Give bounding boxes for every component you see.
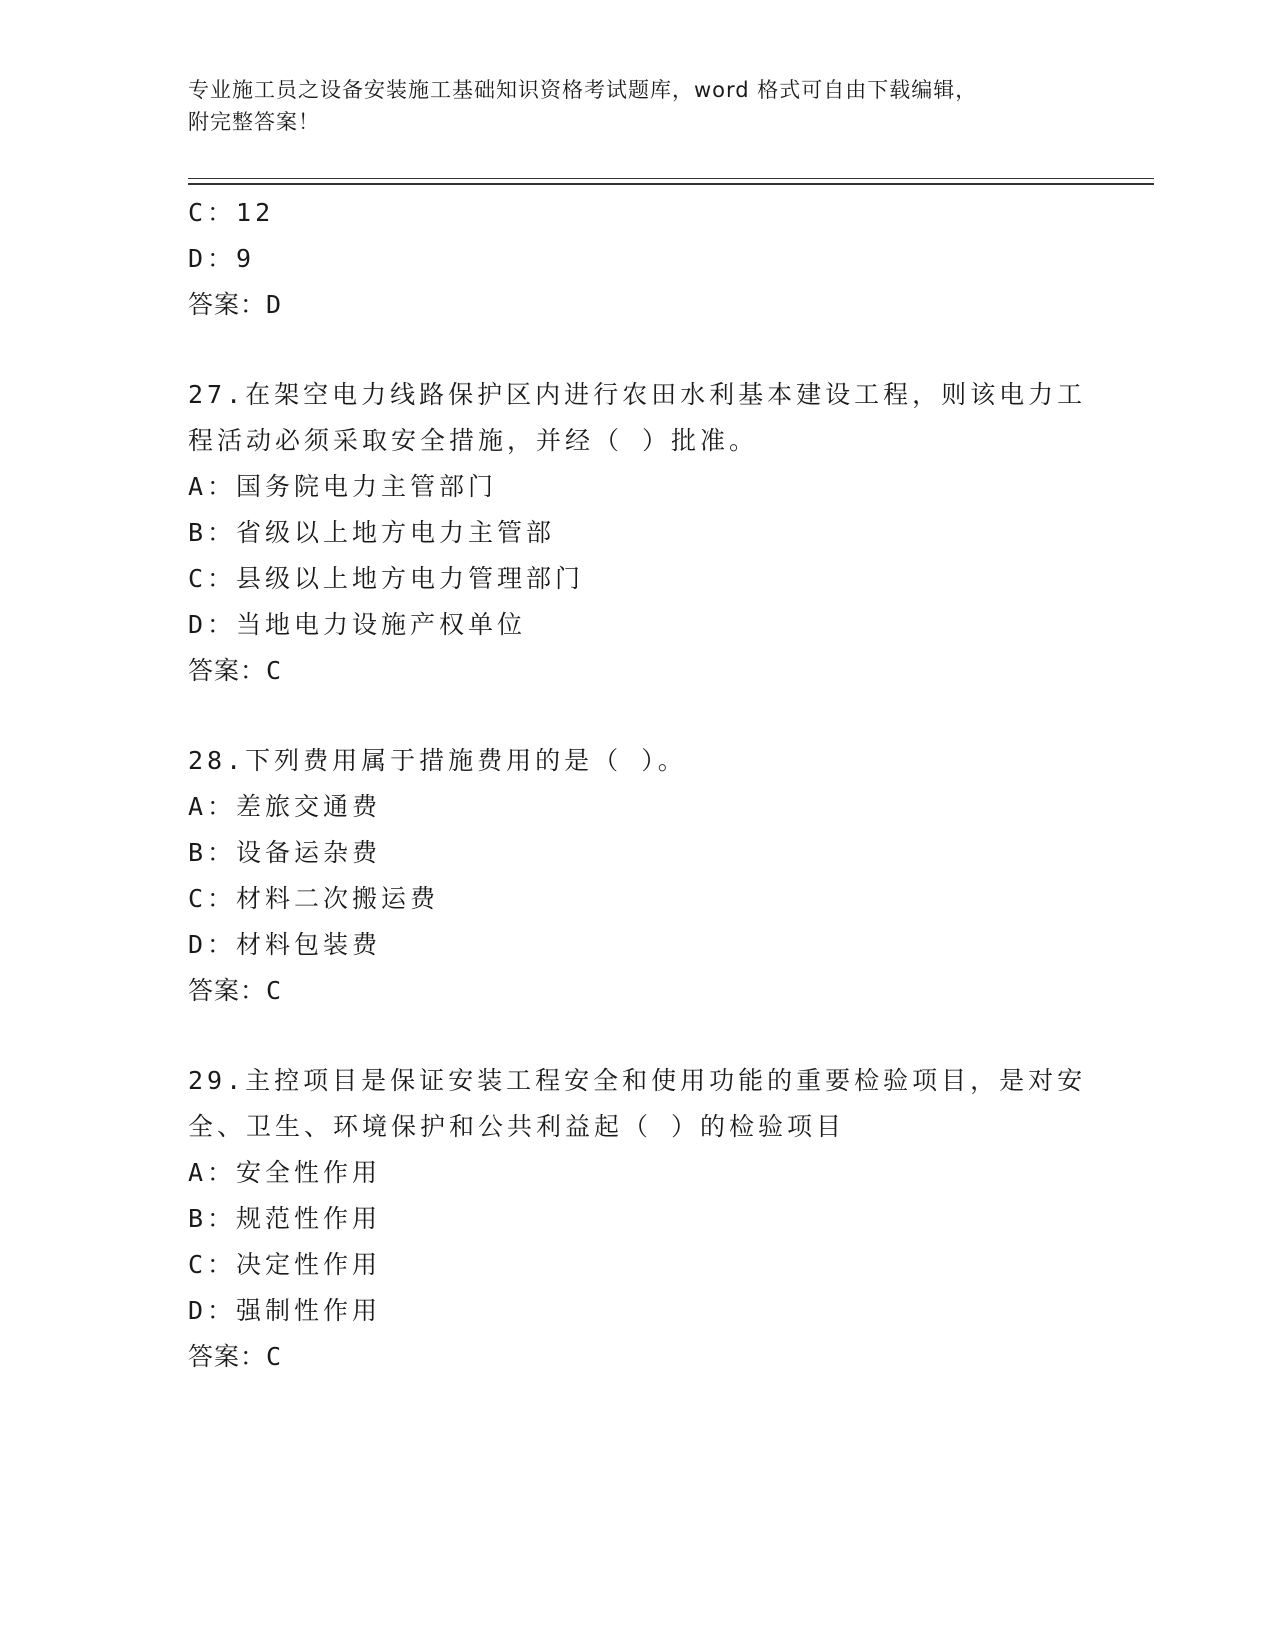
option-b: B：省级以上地方电力主管部 — [188, 518, 556, 547]
option-d: D：当地电力设施产权单位 — [188, 610, 527, 639]
question-stem-line-1: 27.在架空电力线路保护区内进行农田水利基本建设工程，则该电力工 — [188, 380, 1087, 409]
question-29 — [188, 1058, 1154, 1380]
answer-value: D — [266, 290, 283, 319]
option-d: D：9 — [188, 244, 256, 273]
answer-value: C — [266, 1342, 283, 1371]
question-stem-line-2: 全、卫生、环境保护和公共利益起（ ）的检验项目 — [188, 1112, 846, 1141]
header-line-2: 附完整答案！ — [188, 110, 320, 134]
option-a: A：差旅交通费 — [188, 792, 382, 821]
question-stem-line-1: 29.主控项目是保证安装工程安全和使用功能的重要检验项目，是对安 — [188, 1066, 1087, 1095]
question-stem-line-2: 程活动必须采取安全措施，并经（ ）批准。 — [188, 426, 759, 455]
question-27 — [188, 372, 1154, 694]
option-b: B：规范性作用 — [188, 1204, 382, 1233]
option-d: D：材料包装费 — [188, 930, 382, 959]
answer-line — [188, 648, 1154, 694]
option-b: B：设备运杂费 — [188, 838, 382, 867]
answer-value: C — [266, 656, 283, 685]
header-rule-thin — [188, 178, 1154, 179]
answer-label: 答案： — [188, 290, 267, 319]
option-c: C：材料二次搬运费 — [188, 884, 440, 913]
option-c: C：12 — [188, 198, 275, 227]
answer-label: 答案： — [188, 976, 267, 1005]
option-a: A：安全性作用 — [188, 1158, 382, 1187]
continued-question — [188, 190, 1154, 328]
option-d: D：强制性作用 — [188, 1296, 382, 1325]
question-28 — [188, 738, 1154, 1014]
answer-line — [188, 968, 1154, 1014]
answer-line — [188, 282, 1154, 328]
header-rule-thick — [188, 183, 1154, 185]
option-c: C：县级以上地方电力管理部门 — [188, 564, 585, 593]
header-line-1: 专业施工员之设备安装施工基础知识资格考试题库，word 格式可自由下载编辑， — [188, 78, 978, 102]
answer-line — [188, 1334, 1154, 1380]
answer-value: C — [266, 976, 283, 1005]
answer-label: 答案： — [188, 656, 267, 685]
option-a: A：国务院电力主管部门 — [188, 472, 498, 501]
option-c: C：决定性作用 — [188, 1250, 382, 1279]
document-header — [188, 74, 1088, 138]
document-body — [188, 190, 1154, 1380]
answer-label: 答案： — [188, 1342, 267, 1371]
question-stem-line-1: 28.下列费用属于措施费用的是（ ）。 — [188, 746, 687, 775]
